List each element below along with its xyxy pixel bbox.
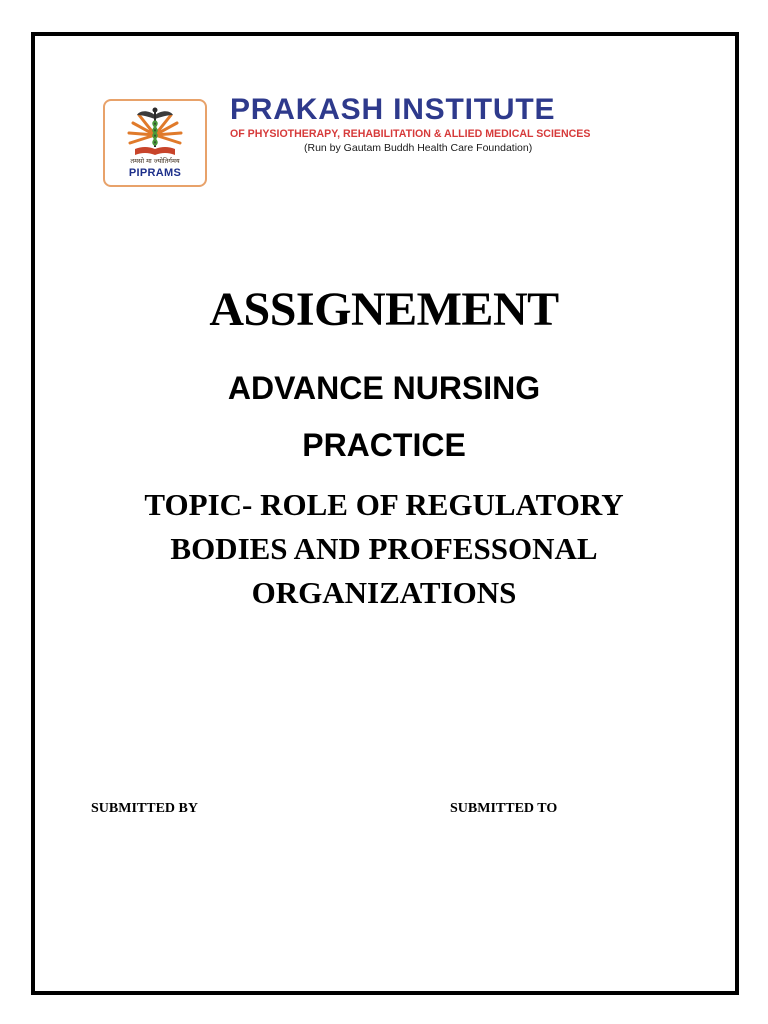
- institute-run-by: (Run by Gautam Buddh Health Care Foundation): [304, 142, 533, 154]
- subject-heading: [0, 360, 768, 474]
- submitted-by-label: SUBMITTED BY: [91, 801, 198, 816]
- institute-name: PRAKASH INSTITUTE: [230, 93, 556, 126]
- topic-line: BODIES AND PROFESSONAL: [170, 531, 598, 566]
- logo-name: PIPRAMS: [128, 167, 182, 179]
- topic-line: ORGANIZATIONS: [251, 575, 517, 610]
- topic-heading: [0, 483, 768, 615]
- subject-line: ADVANCE NURSING: [227, 370, 541, 406]
- institute-logo: [103, 99, 207, 187]
- subject-line: PRACTICE: [302, 427, 466, 463]
- document-title: ASSIGNEMENT: [209, 283, 559, 336]
- logo-motto: तमसो मा ज्योतिर्गमय: [130, 157, 180, 165]
- submitted-to-label: SUBMITTED TO: [450, 801, 558, 816]
- institute-subtitle: OF PHYSIOTHERAPY, REHABILITATION & ALLIED MEDICAL SCIENCES: [230, 128, 591, 140]
- topic-line: TOPIC- ROLE OF REGULATORY: [144, 487, 624, 522]
